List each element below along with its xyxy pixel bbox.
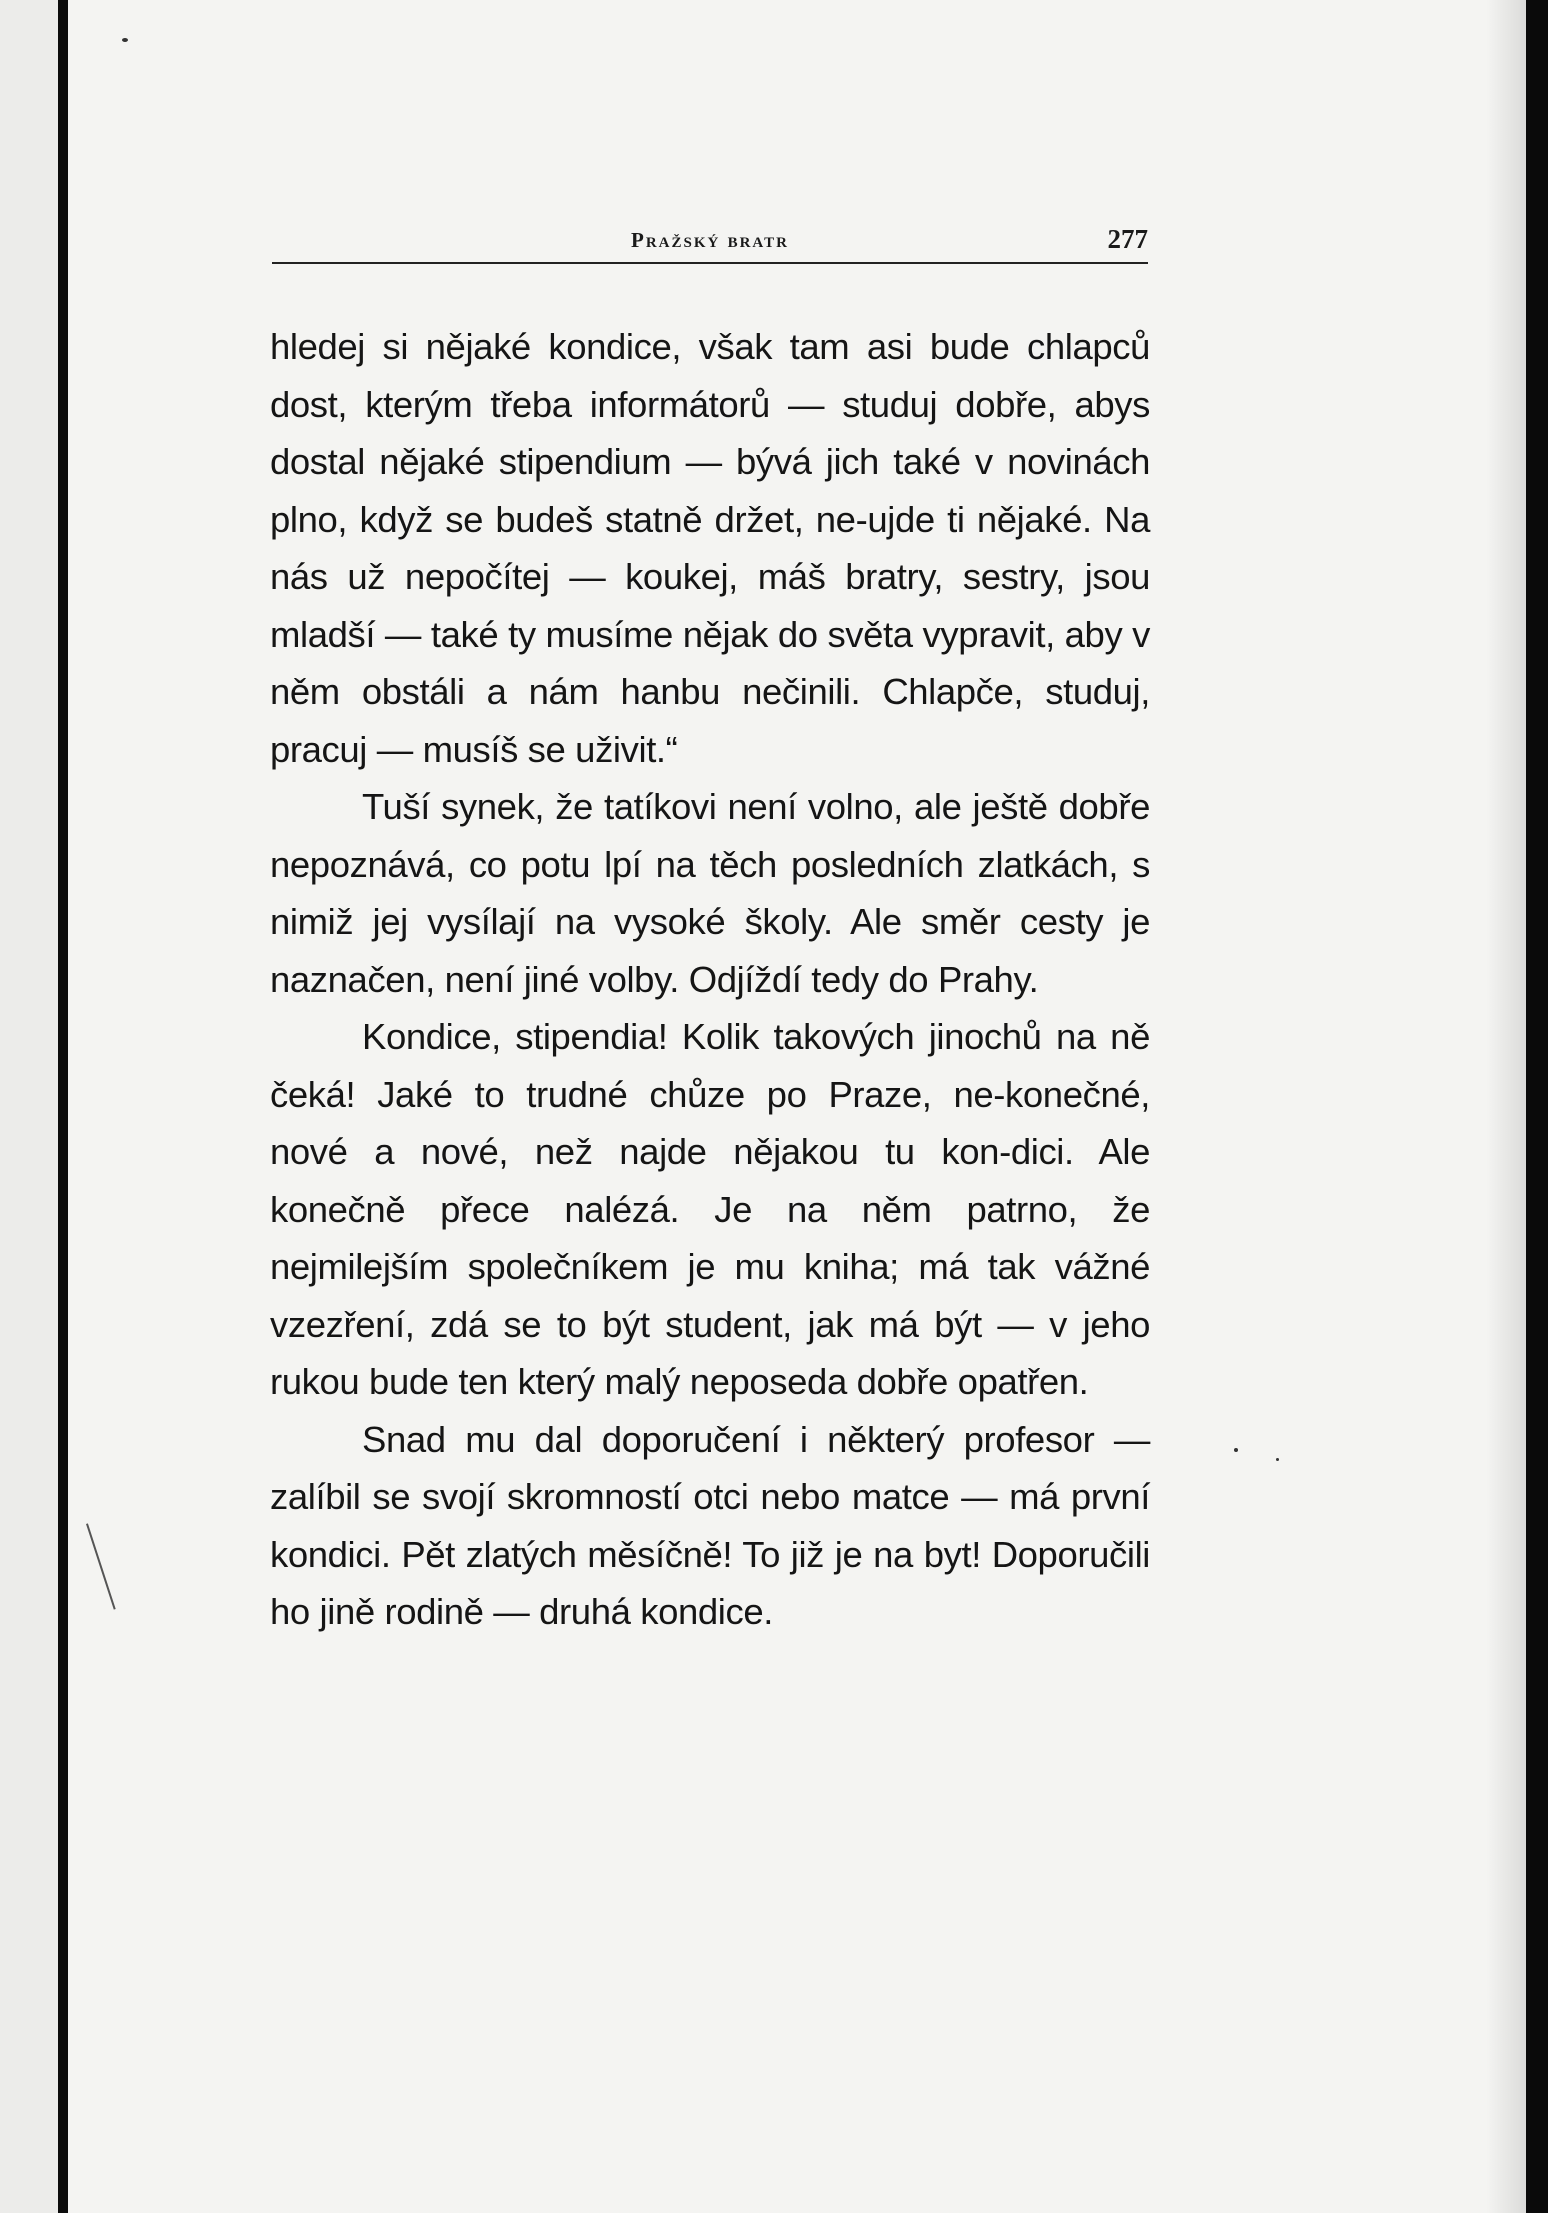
header-rule [272,262,1148,264]
paragraph: Snad mu dal doporučení i některý profesor — zalíbil se svojí skromností otci nebo matce — má první kondici. Pět zlatých měsíčně! To již je na byt! Doporučili ho jině rodině — druhá kondice. [270,1418,1150,1632]
paragraph-continued: hledej si nějaké kondice, však tam asi bude chlapců dost, kterým třeba informátorů — studuj dobře, abys dostal nějaké stipendium — bývá jich také v novinách plno, když se budeš statně držet, ne-ujde ti nějaké. Na nás už nepočítej — koukej, máš bratry, sestry, jsou mladší — také ty musíme nějak do světa vypravit, aby v něm obstáli a nám hanbu nečinili. Chlapče, studuj, pracuj — musíš se uživit.“ [270,326,1150,770]
scan-speck [1234,1448,1238,1452]
left-page-edge [0,0,58,2213]
page-number: 277 [1107,224,1148,254]
right-scan-border [1526,0,1548,2213]
scan-speck [1276,1458,1279,1461]
paragraph: Tuší synek, že tatíkovi není volno, ale ještě dobře nepoznává, co potu lpí na těch posledních zlatkách, s nimiž jej vysílají na vysoké školy. Ale směr cesty je naznačen, není jiné volby. Odjíždí tedy do Prahy. [270,786,1150,1000]
page-shading [1486,0,1526,2213]
binding-shadow [58,0,68,2213]
body-text [270,318,1150,1641]
scan-speck [122,38,128,42]
paragraph: Kondice, stipendia! Kolik takových jinochů na ně čeká! Jaké to trudné chůze po Praze, ne-konečné, nové a nové, než najde nějakou tu kon-dici. Ale konečně přece nalézá. Je na něm patrno, že nejmilejším společníkem je mu kniha; má tak vážné vzezření, zdá se to být student, jak má být — v jeho rukou bude ten který malý neposeda dobře opatřen. [270,1016,1150,1402]
page-header [272,222,1148,262]
running-title: Pražský bratr [631,228,789,252]
